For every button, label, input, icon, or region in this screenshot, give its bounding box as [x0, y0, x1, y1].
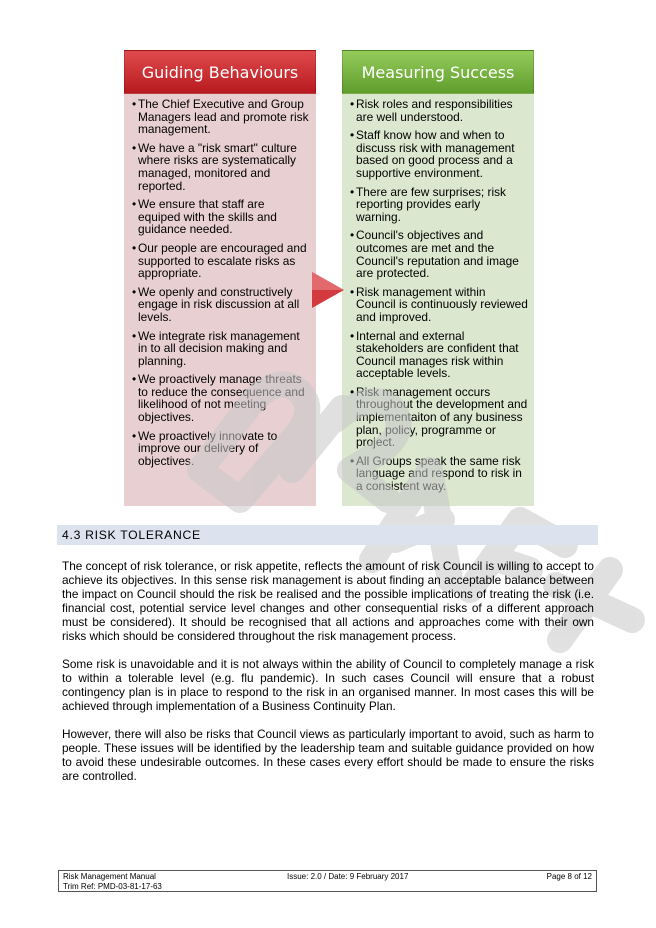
guiding-behaviours-title: Guiding Behaviours: [124, 50, 316, 94]
page-footer: [58, 870, 597, 892]
list-item: • All Groups speak the same risk language and respond to risk in a consistent way.: [348, 455, 528, 493]
paragraph: Some risk is unavoidable and it is not always within the ability of Council to completely manage a risk to within a tolerable level (e.g. flu pandemic). In such cases Council will ensure that a robust contingency plan is in place to respond to the risk in an organised manner. In most cases this will be achieved through implementation of a Business Continuity Plan.: [62, 657, 594, 713]
guiding-behaviours-list: [130, 98, 310, 467]
guiding-behaviours-body: [124, 94, 316, 506]
list-item: • Risk management occurs throughout the development and implementaiton of any business plan, policy, programme or project.: [348, 386, 528, 449]
paragraph: However, there will also be risks that Council views as particularly important to avoid, such as harm to people. These issues will be identified by the leadership team and suitable guidance provided on how to avoid these undesirable outcomes. In these cases every effort should be made to ensure the risks are controlled.: [62, 727, 594, 783]
list-item: • Council's objectives and outcomes are met and the Council's reputation and image are protected.: [348, 229, 528, 279]
list-item: • Internal and external stakeholders are confident that Council manages risk within acceptable levels.: [348, 330, 528, 380]
footer-issue-date: Issue: 2.0 / Date: 9 February 2017: [287, 872, 409, 881]
footer-doc-title: Risk Management Manual: [63, 872, 156, 881]
arrow-right-icon: [312, 272, 344, 308]
list-item: • We integrate risk management in to all decision making and planning.: [130, 330, 310, 368]
measuring-success-panel: [342, 50, 534, 506]
list-item: • Staff know how and when to discuss risk with management based on good process and a supportive environment.: [348, 129, 528, 179]
list-item: • We proactively innovate to improve our delivery of objectives.: [130, 430, 310, 468]
list-item: • There are few surprises; risk reporting provides early warning.: [348, 186, 528, 224]
section-title: 4.3 RISK TOLERANCE: [62, 528, 201, 542]
measuring-success-title: Measuring Success: [342, 50, 534, 94]
paragraph: The concept of risk tolerance, or risk appetite, reflects the amount of risk Council is willing to accept to achieve its objectives. In this sense risk management is about finding an acceptable balance between the impact on Council should the risk be realised and the possible implications of treating the risk (i.e. financial cost, potential service level changes and other consequential risks of a different approach must be considered). It should be recognised that all actions and approaches come with their own risks which should be considered throughout the risk management process.: [62, 559, 594, 643]
list-item: • We proactively manage threats to reduce the consequence and likelihood of not meeting objectives.: [130, 373, 310, 423]
list-item: • Our people are encouraged and supported to escalate risks as appropriate.: [130, 242, 310, 280]
list-item: • Risk roles and responsibilities are well understood.: [348, 98, 528, 123]
list-item: • We openly and constructively engage in risk discussion at all levels.: [130, 286, 310, 324]
list-item: • The Chief Executive and Group Managers lead and promote risk management.: [130, 98, 310, 136]
measuring-success-list: [348, 98, 528, 493]
list-item: • Risk management within Council is continuously reviewed and improved.: [348, 286, 528, 324]
list-item: • We ensure that staff are equiped with the skills and guidance needed.: [130, 198, 310, 236]
footer-page-number: Page 8 of 12: [546, 872, 592, 881]
measuring-success-body: [342, 94, 534, 506]
guiding-behaviours-panel: [124, 50, 316, 506]
list-item: • We have a "risk smart" culture where risks are systematically managed, monitored and reported.: [130, 142, 310, 192]
footer-trim-ref: Trim Ref: PMD-03-81-17-63: [63, 882, 162, 891]
